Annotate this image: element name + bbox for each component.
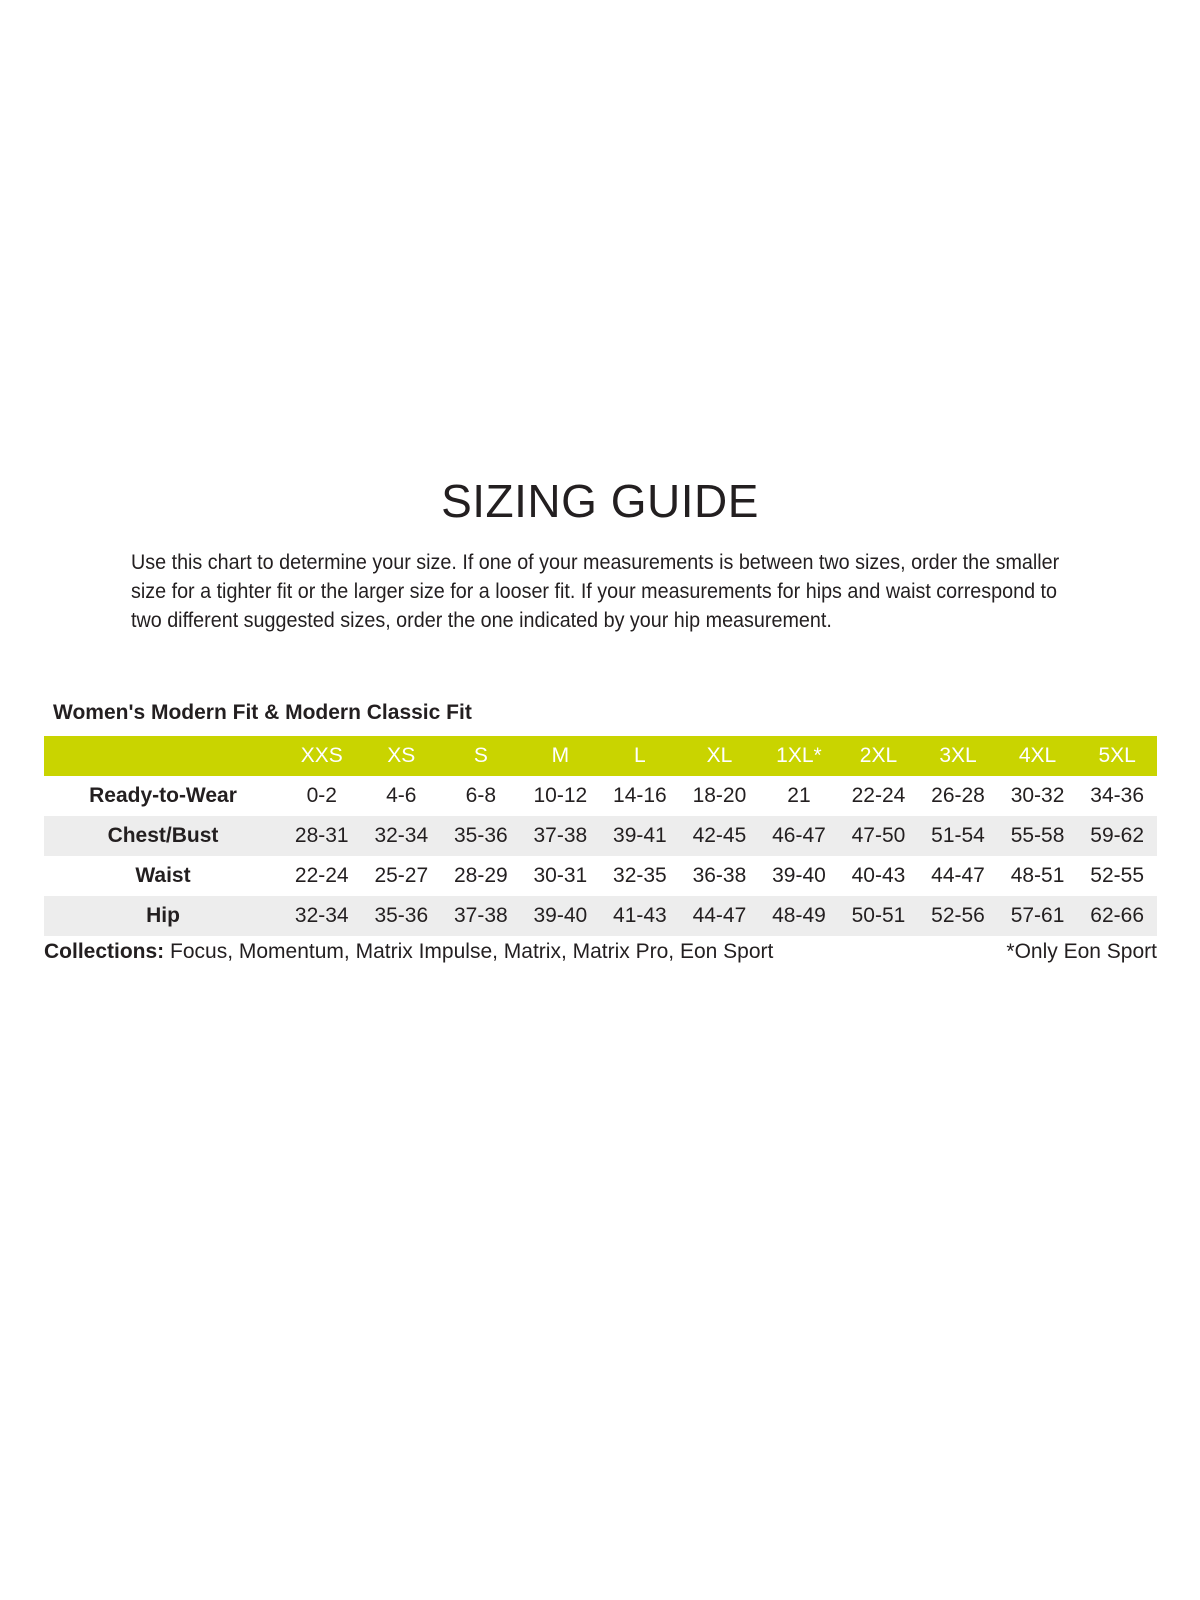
- size-cell: 62-66: [1090, 904, 1145, 927]
- size-cell: 30-32: [1010, 784, 1065, 807]
- collections-label: Collections:: [44, 940, 165, 963]
- size-cell: 26-28: [931, 784, 985, 807]
- size-cell: 39-40: [533, 904, 588, 927]
- column-header-l: L: [634, 744, 646, 767]
- size-cell: 57-61: [1010, 904, 1065, 927]
- size-cell: 28-29: [453, 864, 508, 887]
- size-cell: 39-40: [772, 864, 826, 887]
- size-cell: 18-20: [692, 784, 747, 807]
- size-cell: 51-54: [931, 824, 985, 847]
- table-row-waist: [44, 856, 1157, 896]
- row-label-waist: Waist: [135, 864, 191, 887]
- column-header-m: M: [551, 744, 570, 767]
- column-header-2xl: 2XL: [859, 744, 898, 767]
- size-cell: 35-36: [453, 824, 508, 847]
- size-cell: 30-31: [533, 864, 588, 887]
- size-cell: 37-38: [533, 824, 588, 847]
- column-header-s: S: [473, 744, 488, 767]
- row-label-chest-bust: Chest/Bust: [107, 824, 219, 847]
- intro-line-2: size for a tighter fit or the larger size for a looser fit. If your measurements for hips and waist correspond to: [131, 580, 1058, 603]
- column-header-3xl: 3XL: [939, 744, 977, 767]
- size-cell: 25-27: [374, 864, 429, 887]
- size-cell: 46-47: [772, 824, 826, 847]
- collections-footer: [44, 940, 1157, 964]
- collections-note: [44, 940, 773, 964]
- size-cell: 22-24: [294, 864, 349, 887]
- size-cell: 32-34: [374, 824, 429, 847]
- size-cell: 14-16: [613, 784, 667, 807]
- row-label-hip: Hip: [146, 904, 180, 927]
- size-table: [44, 736, 1157, 936]
- size-cell: 39-41: [613, 824, 667, 847]
- size-cell: 59-62: [1090, 824, 1145, 847]
- asterisk-footnote: *Only Eon Sport: [1006, 940, 1157, 963]
- size-cell: 21: [787, 784, 811, 807]
- column-header-1xl: 1XL*: [776, 744, 822, 767]
- size-cell: 28-31: [294, 824, 349, 847]
- size-cell: 40-43: [851, 864, 906, 887]
- size-cell: 6-8: [465, 784, 496, 807]
- table-row-ready-to-wear: [44, 776, 1157, 816]
- size-cell: 48-49: [772, 904, 826, 927]
- column-header-4xl: 4XL: [1018, 744, 1057, 767]
- intro-line-3: two different suggested sizes, order the one indicated by your hip measurement.: [131, 609, 832, 632]
- size-cell: 37-38: [453, 904, 508, 927]
- intro-line-1: Use this chart to determine your size. If one of your measurements is between two sizes, order the smaller: [131, 551, 1060, 574]
- table-title: Women's Modern Fit & Modern Classic Fit: [53, 701, 472, 724]
- intro-paragraph: [131, 548, 1059, 635]
- size-cell: 47-50: [851, 824, 906, 847]
- size-cell: 44-47: [692, 904, 747, 927]
- size-cell: 44-47: [931, 864, 985, 887]
- size-cell: 32-34: [294, 904, 349, 927]
- table-row-chest-bust: [44, 816, 1157, 856]
- table-row-hip: [44, 896, 1157, 936]
- size-cell: 48-51: [1010, 864, 1065, 887]
- size-cell: 34-36: [1090, 784, 1145, 807]
- size-cell: 0-2: [306, 784, 337, 807]
- row-label-ready-to-wear: Ready-to-Wear: [89, 784, 237, 807]
- size-cell: 41-43: [613, 904, 667, 927]
- column-header-xs: XS: [387, 744, 416, 767]
- size-cell: 4-6: [386, 784, 417, 807]
- column-header-5xl: 5XL: [1098, 744, 1136, 767]
- page-title: SIZING GUIDE: [441, 475, 759, 527]
- size-cell: 35-36: [374, 904, 429, 927]
- size-cell: 50-51: [851, 904, 906, 927]
- size-cell: 52-55: [1090, 864, 1145, 887]
- header-spacer-cell: [44, 736, 282, 776]
- size-cell: 22-24: [851, 784, 906, 807]
- column-header-xl: XL: [706, 744, 733, 767]
- size-cell: 42-45: [692, 824, 747, 847]
- size-cell: 55-58: [1010, 824, 1065, 847]
- size-cell: 32-35: [613, 864, 667, 887]
- collections-list: Focus, Momentum, Matrix Impulse, Matrix, Matrix Pro, Eon Sport: [170, 940, 774, 963]
- column-header-xxs: XXS: [300, 744, 343, 767]
- size-cell: 36-38: [692, 864, 747, 887]
- size-cell: 10-12: [533, 784, 588, 807]
- size-header-row: [44, 736, 1157, 776]
- size-cell: 52-56: [931, 904, 985, 927]
